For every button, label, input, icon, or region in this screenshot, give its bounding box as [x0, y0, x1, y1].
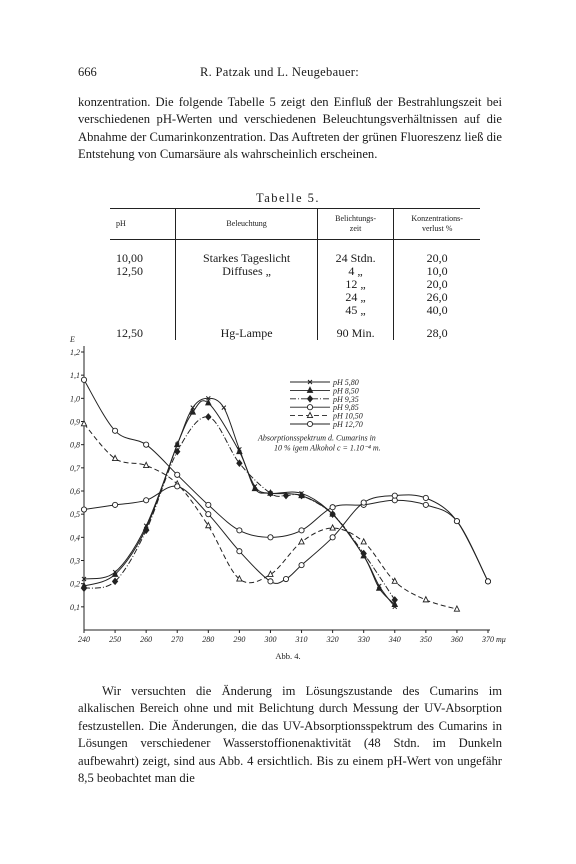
y-tick-label: 0,5 [70, 510, 80, 520]
x-tick-label: 320 [326, 635, 339, 644]
y-tick-label: 1,0 [70, 394, 80, 404]
y-tick-label: 0,2 [70, 579, 80, 589]
table-cell: 10,0 [394, 265, 480, 278]
data-point [330, 535, 335, 540]
paragraph-bottom [78, 683, 502, 787]
table-cell: 28,0 [394, 317, 480, 340]
data-point [268, 579, 273, 584]
x-tick-label: 240 [78, 635, 90, 644]
data-point [361, 539, 366, 544]
x-tick-label: 250 [109, 635, 122, 644]
table-cell: 26,0 [394, 291, 480, 304]
data-point [112, 455, 117, 460]
data-point [206, 414, 211, 420]
data-point [206, 502, 211, 507]
table-cell: 20,0 [394, 240, 480, 266]
table-cell: 40,0 [394, 304, 480, 317]
table-cell: 24 „ [317, 291, 394, 304]
data-point [237, 528, 242, 533]
chart-annotation: 10 % igem Alkohol c = 1.10⁻⁴ m. [274, 443, 381, 453]
table-cell: 4 „ [317, 265, 394, 278]
x-tick-label: 290 [233, 635, 246, 644]
data-point [361, 500, 366, 505]
data-point [175, 441, 180, 446]
y-tick-label: 0,3 [70, 556, 80, 566]
x-axis-unit: mμ [496, 635, 506, 644]
series-line [84, 401, 395, 605]
table-header-belichtungszeit: Belichtungs- zeit [317, 209, 394, 240]
data-point [206, 400, 211, 405]
x-tick-label: 280 [202, 635, 215, 644]
data-point [307, 421, 312, 426]
data-point [299, 528, 304, 533]
table-cell: 12,50 [116, 264, 143, 278]
y-tick-label: 0,7 [70, 463, 80, 473]
table-cell: Hg-Lampe [176, 317, 317, 340]
data-point [392, 493, 397, 498]
chart-annotation: Absorptionsspektrum d. Cumarins in [258, 433, 376, 443]
table-cell: Diffuses „ [176, 265, 317, 278]
data-point [175, 472, 180, 477]
x-tick-label: 300 [264, 635, 277, 644]
table-header-beleuchtung: Beleuchtung [176, 209, 317, 240]
data-point [81, 507, 86, 512]
legend-label: pH 9,35 [333, 394, 359, 404]
legend-label: pH 8,50 [333, 386, 359, 396]
data-point [283, 576, 288, 581]
y-tick-label: 0,6 [70, 487, 80, 496]
data-point [307, 387, 312, 392]
data-point [307, 405, 312, 410]
data-point [144, 498, 149, 503]
table-cell: Starkes Tageslicht [176, 240, 317, 266]
series-line [84, 380, 488, 582]
page-number: 666 [78, 65, 97, 79]
data-point [307, 412, 312, 417]
x-tick-label: 370 [482, 635, 494, 644]
data-point [330, 505, 335, 510]
y-tick-label: 0,1 [70, 602, 80, 612]
data-point [237, 549, 242, 554]
y-tick-label: 0,4 [70, 533, 80, 543]
data-point [307, 396, 312, 402]
data-point [330, 525, 335, 530]
x-tick-label: 330 [357, 635, 370, 644]
table-cell: 12 „ [317, 278, 394, 291]
x-tick-label: 270 [171, 635, 184, 644]
figure-caption: Abb. 4. [275, 651, 301, 661]
table-cell: 24 Stdn. [317, 240, 394, 266]
data-point [237, 576, 242, 581]
legend-label: pH 12,70 [333, 420, 363, 429]
x-tick-label: 260 [140, 635, 153, 644]
data-point [112, 428, 117, 433]
legend-label: pH 9,85 [333, 403, 359, 413]
data-point [144, 462, 149, 467]
table-cell: 20,0 [394, 278, 480, 291]
data-point [454, 606, 459, 611]
legend-label: pH 5,80 [333, 378, 359, 387]
data-point [423, 597, 428, 602]
data-point [454, 519, 459, 524]
y-tick-label: 1,2 [70, 348, 80, 357]
data-point [81, 377, 86, 382]
table-cell: 90 Min. [317, 317, 394, 340]
table-cell: 10,00 [116, 251, 143, 265]
x-tick-label: 350 [419, 635, 432, 644]
table-header-ph: pH [110, 209, 176, 240]
y-tick-label: 0,8 [70, 440, 80, 450]
table-title: Tabelle 5. [255, 191, 321, 205]
data-point [423, 502, 428, 507]
data-point [206, 512, 211, 517]
paragraph-top-text: konzentration. Die folgende Tabelle 5 zeigt den Einfluß der Bestrahlungszeit bei verschiedenen pH-Werten und verschiedenen Beleuchtungsverhältnissen auf die Abnahme der Cumarinkonzentration. Das Auftreten der grünen Fluoreszenz ließ die Entstehung von Cumarsäure als wahrscheinlich erscheinen. [78, 95, 502, 162]
y-axis-label: E [70, 335, 75, 344]
data-point [299, 539, 304, 544]
x-tick-label: 340 [388, 635, 401, 644]
x-tick-label: 360 [450, 635, 463, 644]
table-cell: 12,50 [116, 326, 143, 340]
y-tick-label: 0,9 [70, 417, 80, 427]
running-header-authors: R. Patzak und L. Neugebauer: [200, 65, 360, 79]
data-point [485, 579, 490, 584]
data-point [112, 502, 117, 507]
table-header-konzentrationsverlust: Konzentrations- verlust % [394, 209, 480, 240]
y-tick-label: 1,1 [70, 371, 80, 381]
legend-label: pH 10,50 [333, 411, 363, 421]
data-point [423, 495, 428, 500]
data-point [299, 563, 304, 568]
data-point [268, 535, 273, 540]
data-point [222, 406, 226, 410]
data-point [144, 442, 149, 447]
table-cell: 45 „ [317, 304, 394, 317]
paragraph-bottom-text: Wir versuchten die Änderung im Lösungszustande des Cumarins im alkalischen Bereich ohne und mit Belichtung durch Messung der UV-Absorption festzustellen. Die Änderungen, die das UV-Absorptionsspektrum des Cumarins in Lösungen verschiedener Wasserstoffionenaktivität (48 Stdn. im Dunkeln aufbewahrt) zeigt, sind aus Abb. 4 ersichtlich. Bis zu einem pH-Wert von ungefähr 8,5 beobachtet man die [78, 684, 502, 786]
data-point [175, 484, 180, 489]
x-tick-label: 310 [295, 635, 308, 644]
